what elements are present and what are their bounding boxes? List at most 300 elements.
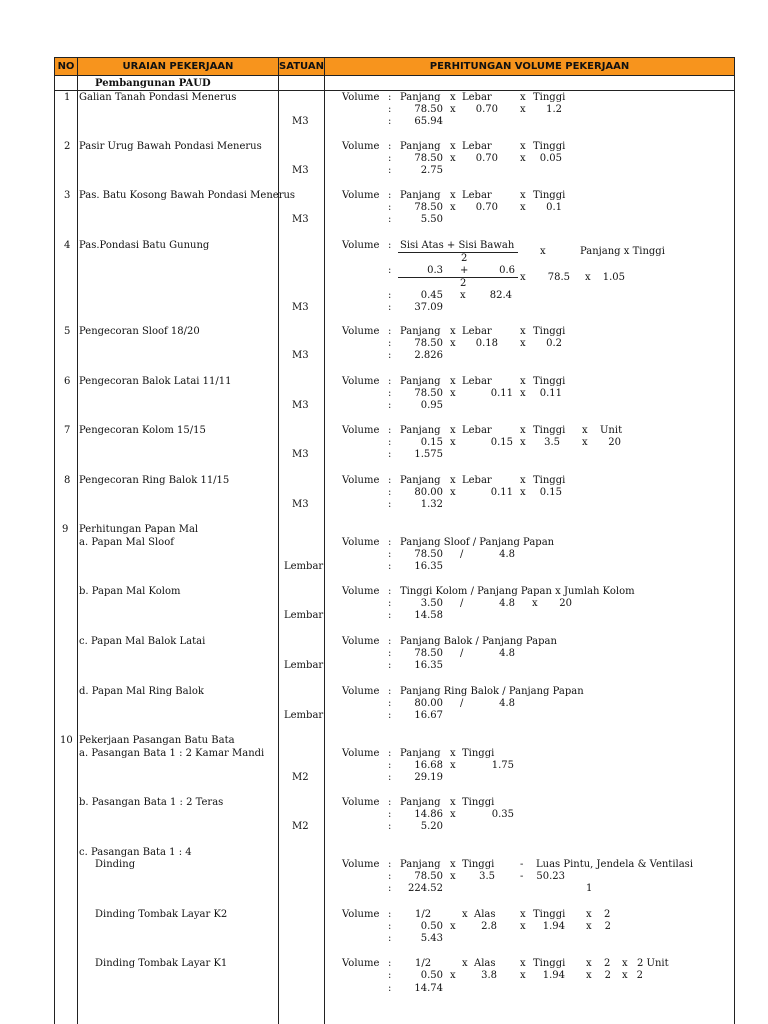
cell-text: Luas Pintu, Jendela & Ventilasi: [536, 859, 694, 870]
cell-text: 1.05: [602, 272, 625, 283]
volume-result: 1.575: [414, 449, 443, 460]
cell-text: +: [460, 265, 469, 276]
volume-result: 5.50: [420, 214, 443, 225]
cell-text: 2.8: [481, 921, 497, 932]
value-lebar: 0.15: [490, 437, 513, 448]
value-lebar: 0.70: [475, 104, 498, 115]
item-number: 10: [60, 735, 73, 746]
value-tinggi: 0.05: [539, 153, 562, 164]
unit-label: M2: [292, 821, 309, 832]
cell-text: Panjang: [400, 376, 441, 387]
volume-result: 2.75: [420, 165, 443, 176]
unit-label: M3: [292, 350, 309, 361]
item-number: 4: [64, 240, 71, 251]
volume-label: Volume: [342, 797, 380, 808]
cell-text: Alas: [474, 958, 496, 969]
value-lebar: 0.70: [475, 153, 498, 164]
cell-text: x: [520, 141, 526, 152]
unit-label: Lembar: [284, 610, 324, 621]
cell-text: Lebar: [462, 92, 492, 103]
cell-text: Tinggi: [533, 326, 566, 337]
value-lebar: 0.70: [475, 202, 498, 213]
cell-text: x: [450, 797, 456, 808]
cell-text: 4.8: [499, 598, 515, 609]
col-border: [278, 57, 279, 1024]
colon: :: [388, 487, 392, 498]
value-tinggi: 0.15: [539, 487, 562, 498]
colon: :: [388, 698, 392, 709]
colon: :: [388, 586, 392, 597]
cell-text: x: [586, 958, 592, 969]
volume-result: 2.826: [414, 350, 443, 361]
value-panjang: 78.50: [414, 104, 443, 115]
colon: :: [388, 598, 392, 609]
cell-text: 2: [460, 278, 467, 289]
sub-item-name: a. Papan Mal Sloof: [79, 537, 174, 548]
cell-text: x: [450, 970, 456, 981]
cell-text: x: [520, 475, 526, 486]
volume-result: 14.58: [414, 610, 443, 621]
sub-item-name: b. Pasangan Bata 1 : 2 Teras: [79, 797, 224, 808]
cell-text: 2: [604, 909, 611, 920]
colon: :: [388, 388, 392, 399]
item-number: 9: [62, 524, 69, 535]
colon: :: [388, 983, 392, 994]
cell-text: 2: [636, 970, 643, 981]
unit-label: M3: [292, 499, 309, 510]
colon: :: [388, 202, 392, 213]
unit-label: Lembar: [284, 561, 324, 572]
header-perhitungan: PERHITUNGAN VOLUME PEKERJAAN: [324, 57, 735, 76]
colon: :: [388, 449, 392, 460]
cell-text: x: [450, 141, 456, 152]
item-number: 8: [64, 475, 71, 486]
cell-text: x: [586, 921, 592, 932]
volume-result: 0.95: [420, 400, 443, 411]
sub-item-name: a. Pasangan Bata 1 : 2 Kamar Mandi: [79, 748, 265, 759]
colon: :: [388, 970, 392, 981]
colon: :: [388, 636, 392, 647]
unit-label: M3: [292, 165, 309, 176]
unit-label: Lembar: [284, 660, 324, 671]
item-number: 1: [64, 92, 71, 103]
item-name: Pas.Pondasi Batu Gunung: [79, 240, 210, 251]
colon: :: [388, 933, 392, 944]
cell-text: 3.5: [479, 871, 495, 882]
volume-result: 16.35: [414, 561, 443, 572]
colon: :: [388, 240, 392, 251]
colon: :: [388, 748, 392, 759]
cell-text: x: [520, 104, 526, 115]
cell-text: 1.94: [542, 970, 565, 981]
volume-label: Volume: [342, 376, 380, 387]
cell-text: -: [520, 859, 524, 870]
volume-result: 5.20: [420, 821, 443, 832]
cell-text: 1.75: [491, 760, 514, 771]
cell-text: Lebar: [462, 376, 492, 387]
cell-text: 50.23: [536, 871, 565, 882]
sub-item-name: c. Pasangan Bata 1 : 4: [79, 847, 192, 858]
colon: :: [388, 92, 392, 103]
cell-text: x: [622, 970, 628, 981]
cell-text: x: [450, 871, 456, 882]
sub-item-name: c. Papan Mal Balok Latai: [79, 636, 206, 647]
colon: :: [388, 350, 392, 361]
cell-text: Panjang: [400, 425, 441, 436]
item-number: 6: [64, 376, 71, 387]
item-name: Galian Tanah Pondasi Menerus: [79, 92, 237, 103]
cell-text: 16.68: [414, 760, 443, 771]
header-satuan: SATUAN: [278, 57, 325, 76]
colon: :: [388, 921, 392, 932]
cell-text: Panjang: [400, 141, 441, 152]
cell-text: 2: [604, 958, 611, 969]
value-lebar: 0.11: [490, 388, 513, 399]
cell-text: x: [462, 958, 468, 969]
cell-text: 82.4: [489, 290, 512, 301]
cell-text: Panjang: [400, 326, 441, 337]
header-no: NO: [54, 57, 78, 76]
cell-text: 2: [604, 921, 611, 932]
cell-text: Lebar: [462, 475, 492, 486]
item-name: Pengecoran Ring Balok 11/15: [79, 475, 230, 486]
cell-text: x: [450, 921, 456, 932]
fraction-line: [398, 277, 518, 278]
volume-label: Volume: [342, 141, 380, 152]
colon: :: [388, 883, 392, 894]
colon: :: [388, 214, 392, 225]
cell-text: Unit: [600, 425, 623, 436]
cell-text: Panjang x Tinggi: [580, 246, 665, 257]
volume-label: Volume: [342, 537, 380, 548]
cell-text: 78.50: [414, 648, 443, 659]
volume-label: Volume: [342, 475, 380, 486]
value-panjang: 80.00: [414, 487, 443, 498]
cell-text: x: [520, 376, 526, 387]
cell-text: x: [540, 246, 546, 257]
value-panjang: 78.50: [414, 153, 443, 164]
cell-text: x: [450, 475, 456, 486]
cell-text: 4.8: [499, 698, 515, 709]
volume-label: Volume: [342, 92, 380, 103]
volume-result: 16.67: [414, 710, 443, 721]
header-uraian: URAIAN PEKERJAAN: [77, 57, 279, 76]
cell-text: x: [450, 190, 456, 201]
value-unit: 20: [608, 437, 621, 448]
cell-text: 1.94: [542, 921, 565, 932]
cell-text: Panjang Sloof / Panjang Papan: [400, 537, 555, 548]
value-panjang: 78.50: [414, 388, 443, 399]
cell-text: 0.50: [420, 921, 443, 932]
colon: :: [388, 437, 392, 448]
cell-text: 4.8: [499, 549, 515, 560]
item-name: Pekerjaan Pasangan Batu Bata: [79, 735, 235, 746]
cell-text: x: [586, 970, 592, 981]
cell-text: x: [520, 388, 526, 399]
colon: :: [388, 302, 392, 313]
cell-text: x: [520, 487, 526, 498]
colon: :: [388, 561, 392, 572]
colon: :: [388, 686, 392, 697]
cell-text: /: [460, 648, 464, 659]
colon: :: [388, 153, 392, 164]
col-border: [54, 57, 55, 1024]
unit-label: M2: [292, 772, 309, 783]
cell-text: x: [520, 92, 526, 103]
cell-text: /: [460, 698, 464, 709]
cell-text: Lebar: [462, 141, 492, 152]
sub-item-name: Dinding Tombak Layar K2: [95, 909, 228, 920]
cell-text: 14.86: [414, 809, 443, 820]
cell-text: x: [586, 909, 592, 920]
cell-text: x: [520, 425, 526, 436]
item-number: 5: [64, 326, 71, 337]
cell-text: x: [450, 425, 456, 436]
cell-text: x: [450, 338, 456, 349]
unit-label: M3: [292, 400, 309, 411]
cell-text: x: [520, 326, 526, 337]
value-panjang: 0.15: [420, 437, 443, 448]
cell-text: Panjang: [400, 190, 441, 201]
cell-text: 4.8: [499, 648, 515, 659]
cell-text: Tinggi: [533, 190, 566, 201]
volume-result: 1.32: [420, 499, 443, 510]
colon: :: [388, 909, 392, 920]
colon: :: [388, 772, 392, 783]
item-number: 3: [64, 190, 71, 201]
colon: :: [388, 760, 392, 771]
volume-result: 65.94: [414, 116, 443, 127]
item-name: Pengecoran Sloof 18/20: [79, 326, 200, 337]
cell-text: x: [582, 425, 588, 436]
col-border: [734, 57, 735, 1024]
colon: :: [388, 116, 392, 127]
cell-text: Tinggi: [462, 859, 495, 870]
fraction-line: [398, 252, 518, 253]
volume-result: 224.52: [408, 883, 443, 894]
project-title: Pembangunan PAUD: [95, 78, 211, 89]
volume-result: 14.74: [414, 983, 443, 994]
volume-label: Volume: [342, 240, 380, 251]
cell-text: x: [520, 272, 526, 283]
colon: :: [388, 165, 392, 176]
volume-label: Volume: [342, 686, 380, 697]
cell-text: x: [450, 202, 456, 213]
cell-text: Tinggi: [533, 92, 566, 103]
cell-text: x: [450, 153, 456, 164]
colon: :: [388, 338, 392, 349]
cell-text: x: [532, 598, 538, 609]
cell-text: x: [520, 909, 526, 920]
cell-text: x: [450, 760, 456, 771]
cell-text: 2: [461, 253, 468, 264]
cell-text: Panjang: [400, 92, 441, 103]
cell-text: x: [450, 809, 456, 820]
cell-text: x: [582, 437, 588, 448]
cell-text: Tinggi: [533, 376, 566, 387]
cell-text: Tinggi: [533, 909, 566, 920]
volume-label: Volume: [342, 859, 380, 870]
cell-text: 3.8: [481, 970, 497, 981]
colon: :: [388, 265, 392, 276]
cell-text: x: [450, 437, 456, 448]
cell-text: Lebar: [462, 326, 492, 337]
value-lebar: 0.11: [490, 487, 513, 498]
volume-label: Volume: [342, 636, 380, 647]
colon: :: [388, 549, 392, 560]
cell-text: 0.45: [420, 290, 443, 301]
cell-text: Panjang: [400, 797, 441, 808]
cell-text: Panjang Balok / Panjang Papan: [400, 636, 557, 647]
colon: :: [388, 425, 392, 436]
colon: :: [388, 797, 392, 808]
colon: :: [388, 141, 392, 152]
cell-text: /: [460, 598, 464, 609]
cell-text: x: [520, 153, 526, 164]
cell-text: x: [585, 272, 591, 283]
cell-text: 20: [559, 598, 572, 609]
colon: :: [388, 326, 392, 337]
volume-result: 29.19: [414, 772, 443, 783]
item-name: Pengecoran Kolom 15/15: [79, 425, 206, 436]
cell-text: 3.50: [420, 598, 443, 609]
volume-label: Volume: [342, 909, 380, 920]
cell-text: x: [520, 958, 526, 969]
cell-text: 78.50: [414, 549, 443, 560]
unit-label: M3: [292, 116, 309, 127]
unit-label: M3: [292, 449, 309, 460]
cell-text: Tinggi: [533, 958, 566, 969]
cell-text: x: [520, 338, 526, 349]
cell-text: 0.3: [427, 265, 443, 276]
colon: :: [388, 871, 392, 882]
colon: :: [388, 104, 392, 115]
cell-text: 0.6: [499, 265, 515, 276]
colon: :: [388, 190, 392, 201]
cell-text: x: [450, 92, 456, 103]
volume-label: Volume: [342, 326, 380, 337]
cell-text: x: [450, 104, 456, 115]
colon: :: [388, 648, 392, 659]
cell-text: Tinggi: [533, 141, 566, 152]
cell-text: 1: [586, 883, 593, 894]
cell-text: x: [450, 326, 456, 337]
cell-text: 78.5: [547, 272, 570, 283]
colon: :: [388, 475, 392, 486]
volume-result: 5.43: [420, 933, 443, 944]
cell-text: 2 Unit: [637, 958, 669, 969]
colon: :: [388, 400, 392, 411]
cell-text: Tinggi: [462, 797, 495, 808]
cell-text: x: [520, 190, 526, 201]
colon: :: [388, 499, 392, 510]
colon: :: [388, 821, 392, 832]
cell-text: 80.00: [414, 698, 443, 709]
colon: :: [388, 610, 392, 621]
cell-text: 0.35: [491, 809, 514, 820]
cell-text: Tinggi: [462, 748, 495, 759]
cell-text: x: [462, 909, 468, 920]
cell-text: /: [460, 549, 464, 560]
value-panjang: 78.50: [414, 338, 443, 349]
unit-label: M3: [292, 302, 309, 313]
value-tinggi: 0.11: [539, 388, 562, 399]
item-name: Pas. Batu Kosong Bawah Pondasi Menerus: [79, 190, 296, 201]
value-tinggi: 3.5: [544, 437, 560, 448]
cell-text: 1/2: [415, 909, 432, 920]
cell-text: Panjang Ring Balok / Panjang Papan: [400, 686, 584, 697]
cell-text: Lebar: [462, 190, 492, 201]
colon: :: [388, 660, 392, 671]
row-divider: [54, 90, 735, 91]
cell-text: 78.50: [414, 871, 443, 882]
colon: :: [388, 809, 392, 820]
cell-text: x: [450, 487, 456, 498]
value-tinggi: 1.2: [546, 104, 562, 115]
volume-label: Volume: [342, 748, 380, 759]
cell-text: x: [460, 290, 466, 301]
unit-label: Lembar: [284, 710, 324, 721]
colon: :: [388, 710, 392, 721]
cell-text: x: [450, 388, 456, 399]
value-panjang: 78.50: [414, 202, 443, 213]
colon: :: [388, 376, 392, 387]
cell-text: x: [450, 748, 456, 759]
cell-text: Panjang: [400, 475, 441, 486]
cell-text: Tinggi: [533, 475, 566, 486]
cell-text: 0.50: [420, 970, 443, 981]
colon: :: [388, 958, 392, 969]
item-number: 2: [64, 141, 71, 152]
value-tinggi: 0.1: [546, 202, 562, 213]
item-name: Pasir Urug Bawah Pondasi Menerus: [79, 141, 262, 152]
cell-text: Alas: [474, 909, 496, 920]
volume-result: 16.35: [414, 660, 443, 671]
unit-label: M3: [292, 214, 309, 225]
cell-text: x: [450, 859, 456, 870]
colon: :: [388, 859, 392, 870]
volume-label: Volume: [342, 958, 380, 969]
cell-text: Lebar: [462, 425, 492, 436]
cell-text: x: [520, 970, 526, 981]
colon: :: [388, 290, 392, 301]
sub-item-name: Dinding Tombak Layar K1: [95, 958, 228, 969]
sub-item-name: b. Papan Mal Kolom: [79, 586, 181, 597]
cell-text: x: [520, 921, 526, 932]
item-number: 7: [64, 425, 71, 436]
cell-text: Tinggi Kolom / Panjang Papan x Jumlah Kolom: [400, 586, 635, 597]
cell-text: x: [520, 202, 526, 213]
colon: :: [388, 537, 392, 548]
item-name: Perhitungan Papan Mal: [79, 524, 199, 535]
col-border: [77, 57, 78, 1024]
cell-text: x: [450, 376, 456, 387]
cell-text: Tinggi: [533, 425, 566, 436]
volume-label: Volume: [342, 190, 380, 201]
cell-text: x: [520, 437, 526, 448]
sub-item-name: d. Papan Mal Ring Balok: [79, 686, 204, 697]
cell-text: x: [622, 958, 628, 969]
sub-item-name: Dinding: [95, 859, 136, 870]
volume-label: Volume: [342, 586, 380, 597]
item-name: Pengecoran Balok Latai 11/11: [79, 376, 232, 387]
value-lebar: 0.18: [475, 338, 498, 349]
col-border: [324, 57, 325, 1024]
value-tinggi: 0.2: [546, 338, 562, 349]
cell-text: Panjang: [400, 748, 441, 759]
volume-label: Volume: [342, 425, 380, 436]
cell-text: -: [520, 871, 524, 882]
